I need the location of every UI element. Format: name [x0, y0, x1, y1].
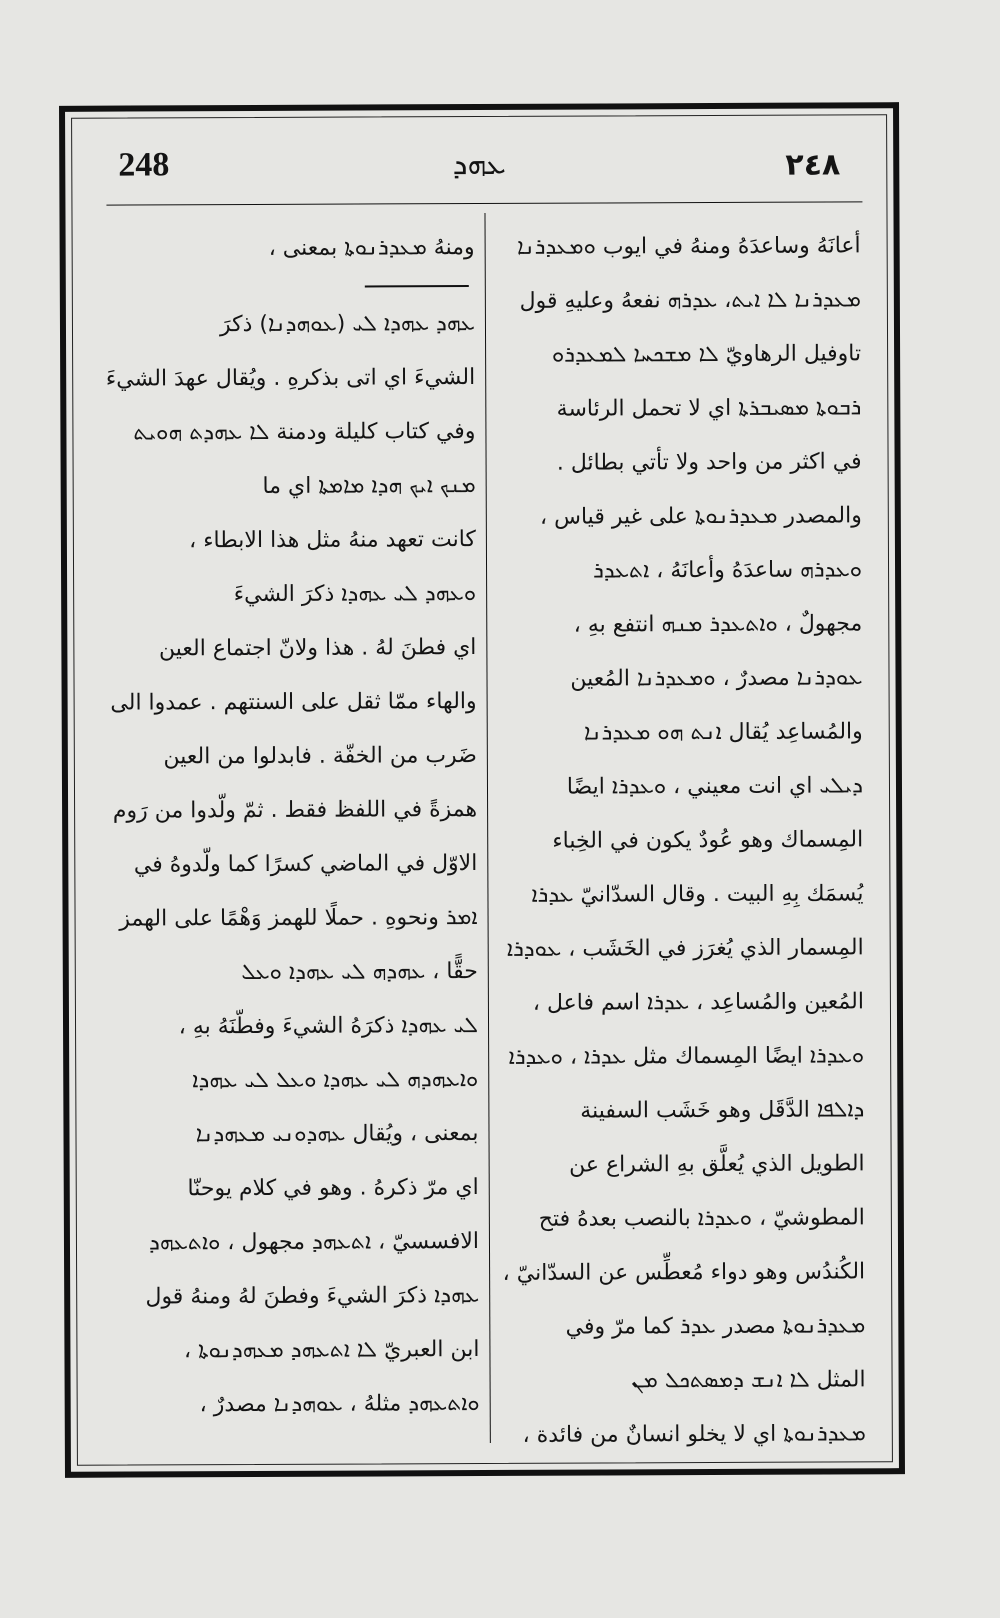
- inner-frame: [71, 114, 893, 1466]
- text-line: اي فطنَ لهُ . هذا ولانّ اجتماع العين: [158, 635, 477, 662]
- page-number-latin: 248: [118, 146, 170, 184]
- text-line: والهاء ممّا ثقل على السنتهم . عمدوا الى: [110, 689, 477, 716]
- text-line: والمُساعِد يُقال ܐܢܬ ܗܘ ܡܥܕܪܢܐ: [583, 719, 863, 746]
- text-line: المِسمار الذي يُغرَز في الخَشَب ، ܥܘܕܪܐ: [506, 935, 864, 962]
- text-line: الكُندُس وهو دواء مُعطِّس عن السدّانيّ ،: [502, 1259, 866, 1286]
- text-line: ܥܘܕܪܢܐ مصدرٌ ، ܘܡܥܕܪܢܐ المُعين: [570, 665, 863, 692]
- text-line: المُعين والمُساعِد ، ܥܕܪܐ اسم فاعل ،: [532, 989, 864, 1016]
- text-line: كانت تعهد منهُ مثل هذا الابطاء ،: [189, 527, 476, 554]
- text-line: ܪܒܘܬܐ ܡܣܝܒܪܬܐ اي لا تحمل الرئاسة: [556, 395, 862, 422]
- text-line: يُسمَك بِهِ البيت . وقال السدّانيّ ܥܕܪܐ: [531, 881, 864, 908]
- text-line: ابن العبريّ ܠܐ ܐܬܥܗܕ ܡܥܗܕܢܘܬܐ ،: [183, 1337, 480, 1364]
- text-line: مجهولٌ ، ܘܐܬܥܕܪ ܡܢܗ انتفع بهِ ،: [573, 611, 863, 638]
- text-line: ܘܥܕܪܐ ايضًا المِسماك مثل ܥܕܪܐ ، ܘܥܕܪܐ: [508, 1043, 865, 1070]
- page-header: [72, 135, 886, 189]
- text-line: ܥܗܕܐ ذكرَ الشيءَ وفطنَ لهُ ومنهُ قول: [145, 1283, 480, 1310]
- text-line: أعانَهُ وساعدَهُ ومنهُ في ايوب ܘܡܥܕܪܢܐ: [517, 233, 861, 260]
- text-line: بمعنى ، ويُقال ܥܗܕܘܢܝ ܡܥܗܕܢܐ: [195, 1121, 479, 1148]
- header-rule: [106, 201, 862, 205]
- text-line: ضَرب من الخفّة . فابدلوا من العين: [163, 743, 477, 770]
- text-line: ܡܢܟ ܐܝܟ ܗܕܐ ܡܐܡܬܐ اي ما: [262, 473, 476, 499]
- text-line: تاوفيل الرهاويّ ܠܐ ܡܫܟܚܐ ܠܡܥܕܪܘ: [551, 341, 862, 368]
- text-line: المِسماك وهو عُودٌ يكون في الخِباء: [552, 827, 864, 854]
- text-line: همزةً في اللفظ فقط . ثمّ ولّدوا من رَوم: [112, 797, 478, 824]
- text-line: ܐܡܪ ونحوهِ . حملًا للهمز وَهْمًا على الهمز: [119, 905, 478, 932]
- text-line: ܠܝ ܥܗܕܐ ذكرَهُ الشيءَ وفطّنَهُ بهِ ،: [178, 1013, 479, 1040]
- text-line: ܘܥܗܕ ܠܝ ܥܗܕܐ ذكرَ الشيءَ: [233, 581, 477, 608]
- page-number-arabic: ٢٤٨: [785, 147, 841, 183]
- text-line: ومنهُ ܡܥܕܪܢܘܬܐ بمعنى ،: [268, 235, 475, 261]
- text-line: الاوّل في الماضي كسرًا كما ولّدوهُ في: [133, 851, 478, 878]
- text-line: ܡܥܕܪܢܘܬܐ مصدر ܥܕܪ كما مرّ وفي: [565, 1313, 866, 1340]
- text-line: اي مرّ ذكرهُ . وهو في كلام يوحنّا: [187, 1175, 479, 1202]
- column-divider: [484, 213, 490, 1443]
- page-frame: [59, 102, 905, 1478]
- text-line: الافسسيّ ، ܐܬܥܗܕ مجهول ، ܘܐܬܥܗܕ: [148, 1229, 480, 1256]
- text-line: الشيءَ اي اتى بذكرهِ . ويُقال عهدَ الشيءَ: [105, 365, 476, 392]
- text-line: ܡܥܕܪܢܘܬܐ اي لا يخلو انسانٌ من فائدة ،: [522, 1421, 866, 1448]
- text-line: ܕܐܠܦܐ الدَّقَل وهو خَشَب السفينة: [580, 1097, 865, 1124]
- right-column: [497, 219, 866, 1463]
- text-line: ܘܐܥܗܕܗ ܠܝ ܥܗܕܐ ܘܥܠ ܠܝ ܥܗܕܐ: [192, 1067, 479, 1094]
- text-line: المثل ܠܐ ܐܢܫ ܕܡܣܬܟܠ ܡܢ: [631, 1367, 866, 1394]
- text-line: في اكثر من واحد ولا تأتي بطائل .: [556, 449, 862, 476]
- text-line: الطويل الذي يُعلَّق بهِ الشراع عن: [569, 1151, 865, 1178]
- entry-separator-rule: [103, 275, 475, 299]
- text-line: ܘܥܕܪܗ ساعدَهُ وأعانَهُ ، ܐܬܥܕܪ: [593, 557, 863, 584]
- text-line: ܘܐܬܥܗܕ مثلهُ ، ܥܘܗܕܢܐ مصدرٌ ،: [199, 1391, 480, 1418]
- text-line: حقًّا ، ܥܗܕܗ ܠܝ ܥܗܕܐ ܘܥܠ: [241, 959, 478, 986]
- left-column: [103, 221, 480, 1433]
- text-line: ܕܝܠܝ اي انت معيني ، ܘܥܕܪܐ ايضًا: [566, 773, 864, 800]
- text-line: وفي كتاب كليلة ودمنة ܠܐ ܥܗܕܬ ܗܘܝܬ: [133, 419, 476, 446]
- text-line: والمصدر ܡܥܕܪܢܘܬܐ على غير قياس ،: [539, 503, 862, 530]
- running-headword: ܥܗܕ: [452, 146, 506, 183]
- text-line: ܡܥܕܪܢܐ ܠܐ ܐܝܬ، ܥܕܪܗ نفعهُ وعليهِ قول: [519, 287, 861, 314]
- entry-headline: ܥܗܕ ܥܗܕܐ ܠܝ (ܥܘܗܕܢܐ) ذكرَ: [219, 311, 476, 338]
- text-line: المطوشيّ ، ܘܥܕܪܐ بالنصب بعدهُ فتح: [538, 1205, 865, 1232]
